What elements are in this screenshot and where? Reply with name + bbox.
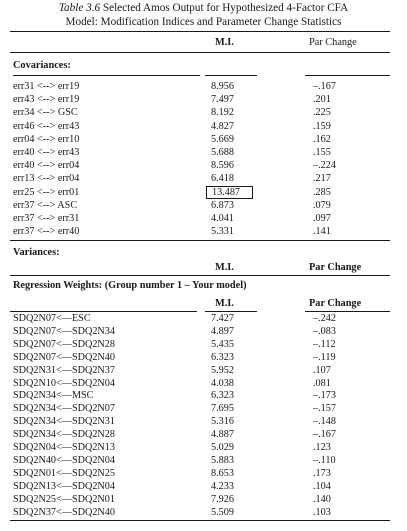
mi-value: 8.653 [211,467,234,479]
row-label: SDQ2N04<—SDQ2N13 [13,442,115,453]
mi-value: 4.887 [211,429,234,441]
table-row [0,325,407,339]
caption-title-part: Selected Amos Output for Hypothesized 4-Factor CFA [100,2,349,14]
table-row [0,493,407,507]
variances-title: Variances: [13,247,60,258]
mi-value: 4.041 [211,213,234,224]
row-label: err40 <--> err43 [13,147,80,158]
row-label: err25 <--> err01 [13,186,80,198]
variances-mi-header: M.I. [215,262,234,273]
par-change-value: –.148 [313,416,336,428]
par-change-value: .155 [313,147,331,158]
table-row [0,441,407,455]
mi-value: 5.509 [211,506,234,518]
row-label: SDQ2N40<—SDQ2N04 [13,454,115,466]
row-label: SDQ2N31<—SDQ2N37 [13,364,115,376]
table-row [0,415,407,429]
par-change-value: .104 [313,480,331,492]
par-change-value: .285 [313,186,331,198]
mi-value: 5.029 [211,442,234,453]
mi-value: 6.418 [211,173,234,185]
mi-value: 7.695 [211,403,234,415]
row-label: SDQ2N34<—SDQ2N28 [13,429,115,441]
table-row [0,480,407,494]
covariances-mi-underline [205,75,257,76]
header-rule [10,52,390,53]
variances-top-rule [10,240,390,241]
par-change-value: –.083 [313,325,336,337]
variances-pc-header: Par Change [309,262,362,273]
row-label: err37 <--> err40 [13,226,80,238]
regression-mi-header: M.I. [215,298,234,309]
row-label: SDQ2N34<—SDQ2N31 [13,416,115,428]
row-label: err46 <--> err43 [13,120,80,132]
par-change-value: –.224 [313,160,336,172]
row-label: err40 <--> err04 [13,160,80,172]
covariances-title: Covariances: [13,60,71,71]
mi-value: 4.233 [211,480,234,492]
top-rule [10,31,390,32]
par-change-value: –.173 [313,390,336,402]
table-row [0,199,407,213]
row-label: err13 <--> err04 [13,173,80,185]
mi-value: 7.926 [211,493,234,505]
mi-value: 5.435 [211,338,234,350]
table-row [0,312,407,326]
row-label: err31 <--> err19 [13,81,80,92]
mi-value: 5.952 [211,364,234,376]
table-row [0,338,407,352]
mi-value: 6.873 [211,199,234,211]
table-row [0,172,407,186]
mi-value: 8.956 [211,81,234,92]
covariances-pc-underline [305,75,390,76]
table-row [0,389,407,403]
par-change-value: .159 [313,120,331,132]
row-label: SDQ2N07<—ESC [13,313,91,324]
mi-value: 5.883 [211,454,234,466]
par-change-value: .097 [313,213,331,224]
table-row [0,120,407,134]
mi-value: 7.427 [211,313,234,324]
regression-title: Regression Weights: (Group number 1 – Your model) [13,280,247,291]
table-caption [0,2,407,29]
par-change-value: .201 [313,94,331,106]
mi-value: 7.497 [211,94,234,106]
table-row [0,351,407,365]
table-number: Table 3.6 [58,2,101,14]
row-label: err43 <--> err19 [13,94,80,106]
par-change-value: –.242 [313,313,336,324]
par-change-value: .217 [313,173,331,185]
table-row [0,93,407,107]
row-label: SDQ2N25<—SDQ2N01 [13,493,115,505]
row-label: SDQ2N13<—SDQ2N04 [13,480,115,492]
row-label: err34 <--> GSC [13,107,78,119]
variances-rule [10,275,390,276]
row-label: SDQ2N37<—SDQ2N40 [13,506,115,518]
mi-value: 8.596 [211,160,234,172]
par-change-value: .103 [313,506,331,518]
regression-pc-header: Par Change [309,298,362,309]
row-label: SDQ2N07<—SDQ2N34 [13,325,115,337]
par-change-value: –.112 [313,338,336,350]
row-label: err04 <--> err10 [13,133,80,145]
row-label: err37 <--> ASC [13,199,78,211]
table-row [0,454,407,468]
table-row [0,467,407,481]
mi-value: 5.669 [211,133,234,145]
table-row [0,146,407,160]
mi-value: 4.827 [211,120,234,132]
par-change-value: .140 [313,493,331,505]
table-row [0,133,407,147]
table-row [0,186,407,200]
table-row [0,225,407,239]
par-change-value: –.157 [313,403,336,415]
table-row [0,159,407,173]
caption-line-2: Model: Modification Indices and Parameter Change Statistics [65,15,342,28]
mi-value: 6.323 [211,390,234,402]
table-row [0,402,407,416]
bottom-rule [10,520,390,521]
table-row [0,364,407,378]
table-row [0,428,407,442]
par-change-value: .225 [313,107,331,119]
row-label: SDQ2N07<—SDQ2N28 [13,338,115,350]
par-change-value: .107 [313,364,331,376]
par-change-value: .141 [313,226,331,238]
covariances-underline [13,75,200,76]
mi-value: 4.038 [211,377,234,389]
par-change-value: .162 [313,133,331,145]
row-label: SDQ2N07<—SDQ2N40 [13,351,115,363]
mi-value: 5.316 [211,416,234,428]
table-row [0,377,407,391]
par-change-value: .173 [313,467,331,479]
row-label: SDQ2N34<—MSC [13,390,94,402]
row-label: SDQ2N01<—SDQ2N25 [13,467,115,479]
par-change-value: .081 [313,377,331,389]
mi-column-header: M.I. [215,37,234,48]
par-change-value: .123 [313,442,331,453]
par-change-value: –.167 [313,429,336,441]
mi-value: 6.323 [211,351,234,363]
table-row [0,212,407,226]
row-label: SDQ2N34<—SDQ2N07 [13,403,115,415]
mi-value: 5.688 [211,147,234,158]
par-change-value: –.119 [313,351,336,363]
par-change-value: –.167 [313,81,336,92]
row-label: SDQ2N10<—SDQ2N04 [13,377,115,389]
row-label: err37 <--> err31 [13,213,80,224]
caption-line-1 [0,2,407,16]
par-change-value: .079 [313,199,331,211]
mi-value: 8.192 [211,107,234,119]
mi-value: 5.331 [211,226,234,238]
par-change-column-header: Par Change [309,37,357,48]
table-row [0,106,407,120]
table-row [0,80,407,94]
highlighted-mi-value: 13.487 [206,186,253,199]
table-row [0,506,407,520]
mi-value: 4.897 [211,325,234,337]
par-change-value: –.110 [313,454,336,466]
